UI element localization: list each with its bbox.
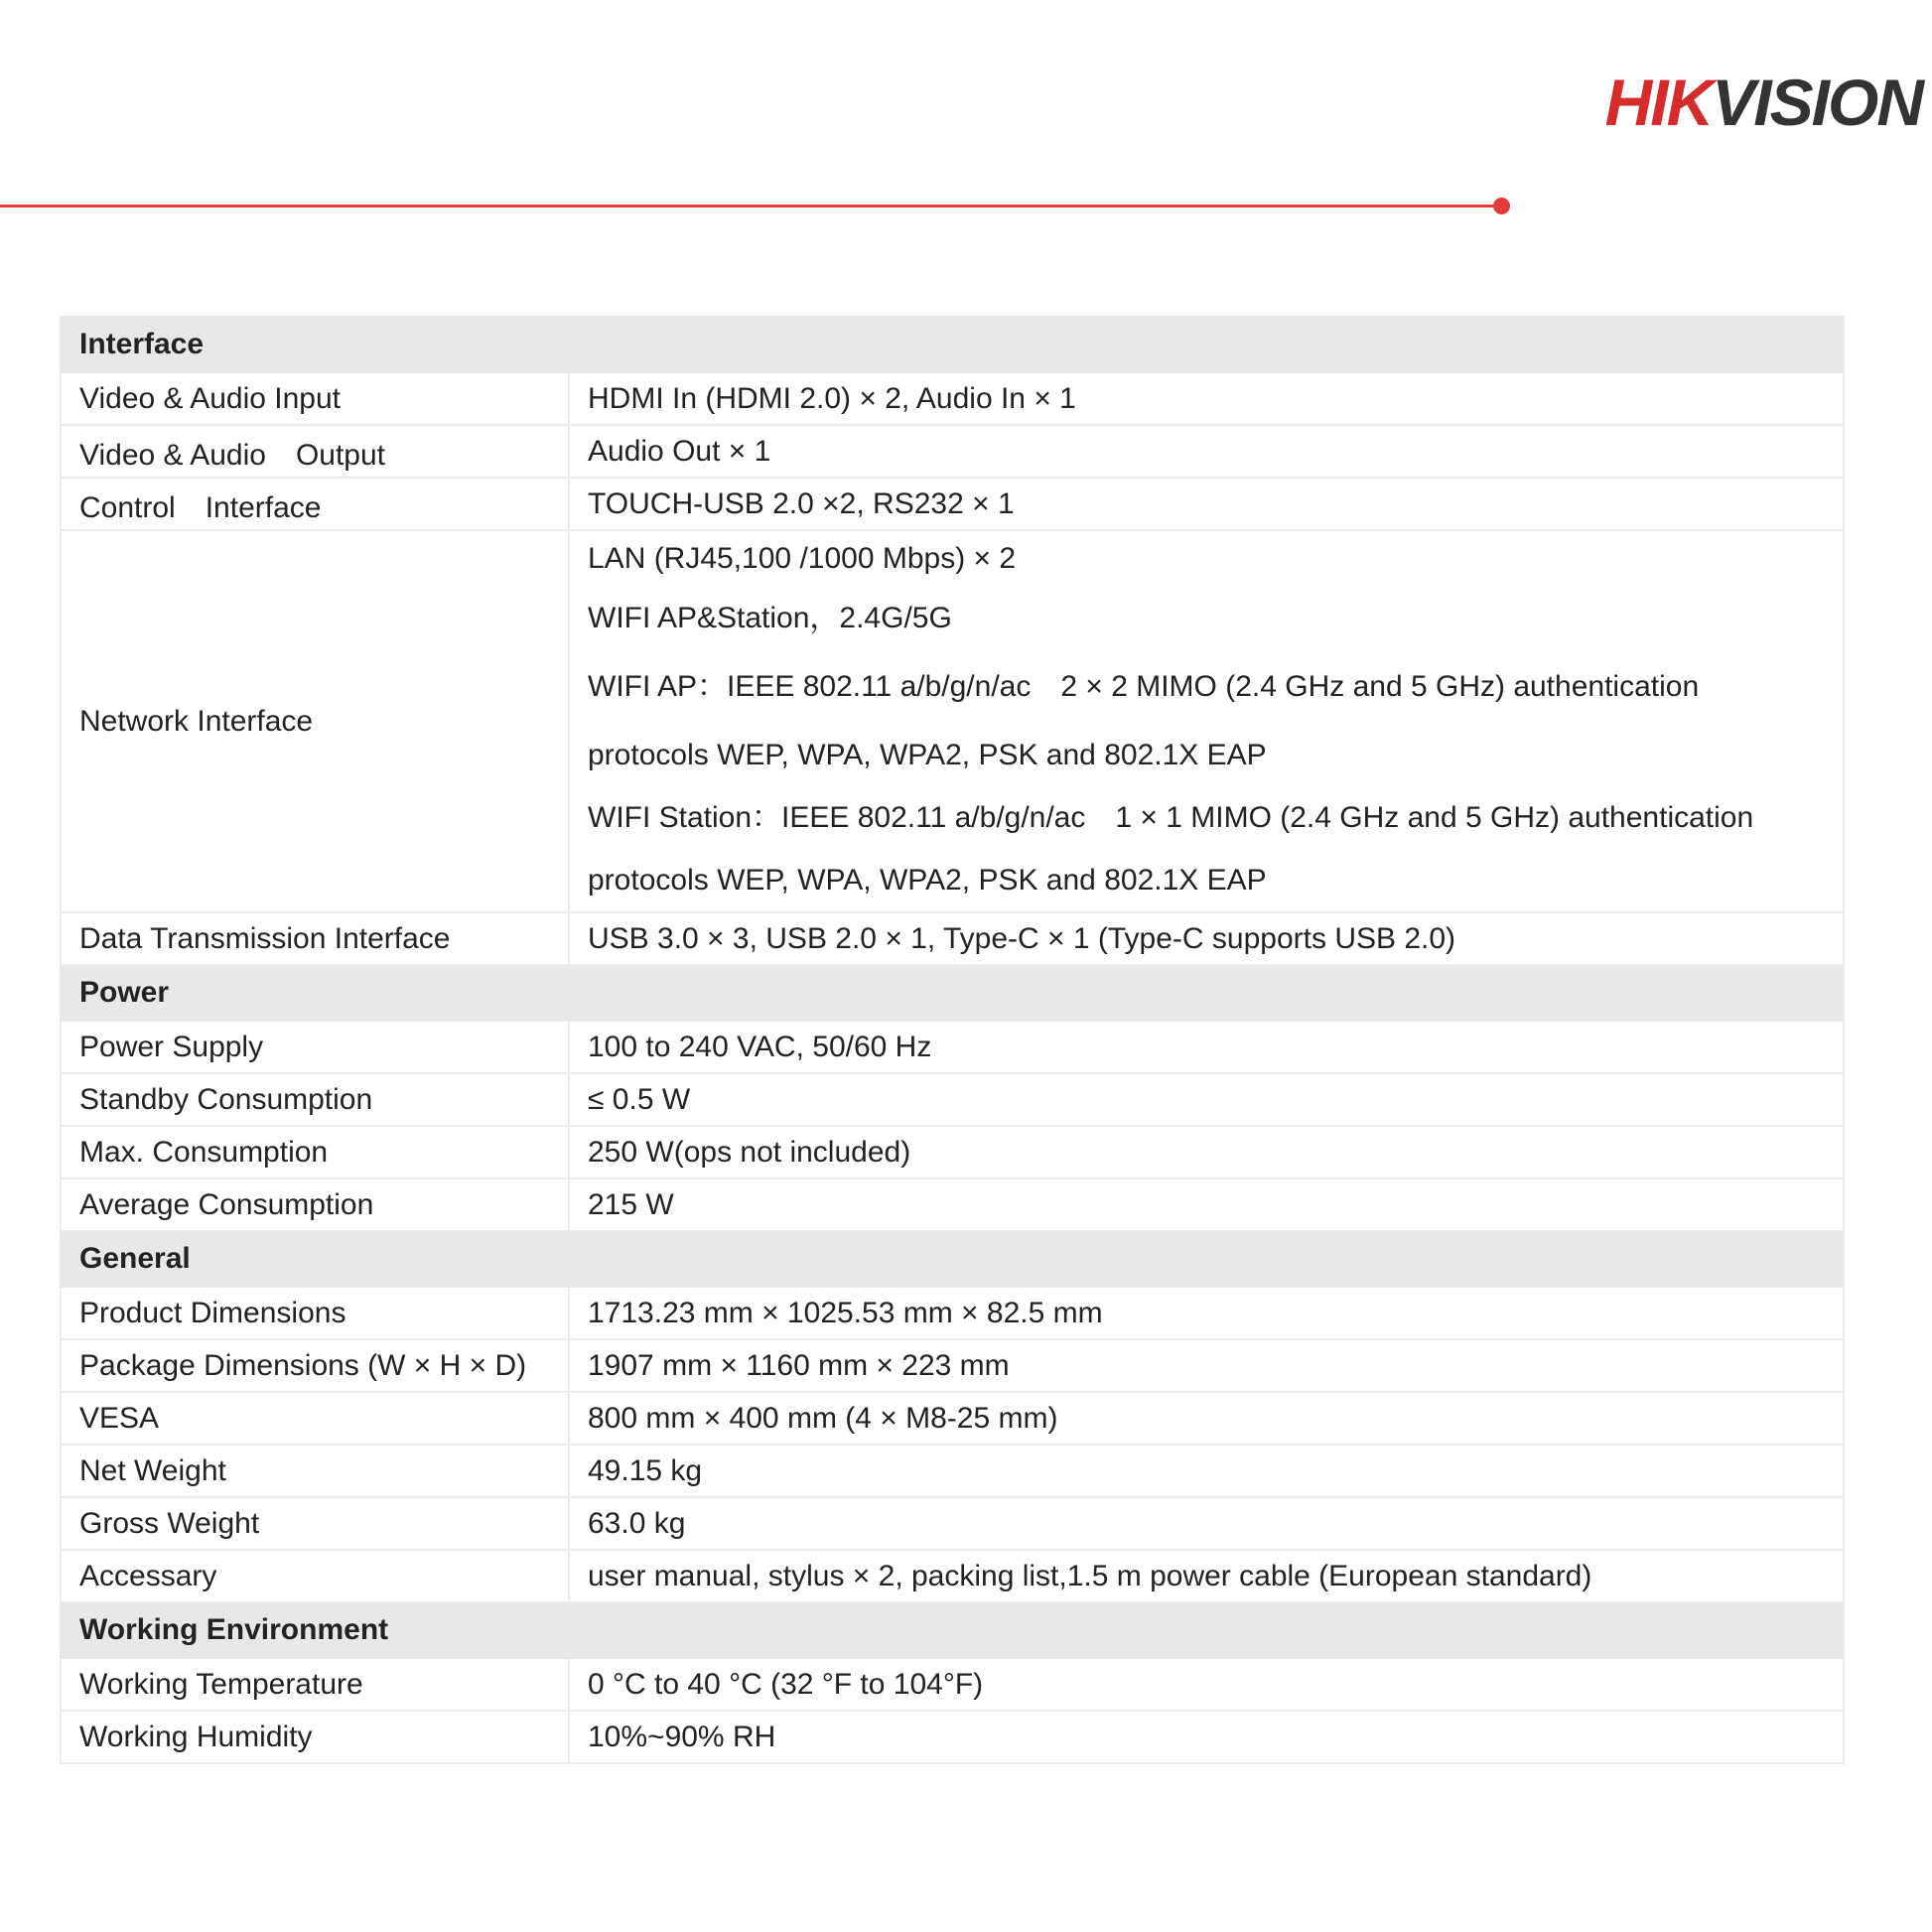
spec-value: 800 mm × 400 mm (4 × M8-25 mm) <box>569 1392 1844 1445</box>
network-line: protocols WEP, WPA, WPA2, PSK and 802.1X EAP <box>588 739 1267 771</box>
table-row <box>61 1287 1844 1339</box>
spec-value: HDMI In (HDMI 2.0) × 2, Audio In × 1 <box>569 372 1844 425</box>
network-line: WIFI AP&Station，2.4G/5G <box>588 602 952 634</box>
spec-value: 100 to 240 VAC, 50/60 Hz <box>569 1021 1844 1073</box>
spec-label: Product Dimensions <box>61 1287 569 1339</box>
spec-value: 0 °C to 40 °C (32 °F to 104°F) <box>569 1658 1844 1711</box>
spec-label: Net Weight <box>61 1445 569 1497</box>
spec-label: Working Humidity <box>61 1711 569 1763</box>
spec-label: Package Dimensions (W × H × D) <box>61 1339 569 1392</box>
spec-label: Average Consumption <box>61 1178 569 1231</box>
header-divider-dot <box>1493 198 1510 214</box>
hikvision-logo: HIKVISION <box>1604 66 1922 139</box>
spec-table <box>60 316 1845 1764</box>
table-row <box>61 1497 1844 1550</box>
spec-value: 250 W(ops not included) <box>569 1126 1844 1178</box>
table-row <box>61 1711 1844 1763</box>
section-header-working-environment: Working Environment <box>61 1602 1844 1658</box>
network-line: WIFI Station：IEEE 802.11 a/b/g/n/ac 1 × 1 MIMO (2.4 GHz and 5 GHz) authentication <box>588 801 1754 834</box>
section-header-power: Power <box>61 965 1844 1021</box>
spec-label: VESA <box>61 1392 569 1445</box>
table-row <box>61 1126 1844 1178</box>
section-header-interface: Interface <box>61 317 1844 372</box>
table-row <box>61 478 1844 530</box>
table-row <box>61 1073 1844 1126</box>
spec-label: Gross Weight <box>61 1497 569 1550</box>
spec-value: TOUCH-USB 2.0 ×2, RS232 × 1 <box>569 478 1844 530</box>
table-row <box>61 1550 1844 1602</box>
spec-value: user manual, stylus × 2, packing list,1.5 m power cable (European standard) <box>569 1550 1844 1602</box>
spec-value: 215 W <box>569 1178 1844 1231</box>
spec-label: Network Interface <box>61 530 569 912</box>
header-divider-line <box>0 205 1499 207</box>
spec-label: Video & Audio Input <box>61 372 569 425</box>
section-header-general: General <box>61 1231 1844 1287</box>
table-row <box>61 1021 1844 1073</box>
spec-label: Data Transmission Interface <box>61 912 569 965</box>
table-row <box>61 425 1844 478</box>
spec-value-multiline <box>569 530 1844 912</box>
spec-value: 49.15 kg <box>569 1445 1844 1497</box>
table-row <box>61 1178 1844 1231</box>
spec-label: Working Temperature <box>61 1658 569 1711</box>
spec-label: Power Supply <box>61 1021 569 1073</box>
table-row <box>61 1658 1844 1711</box>
spec-label: Accessary <box>61 1550 569 1602</box>
network-line: LAN (RJ45,100 /1000 Mbps) × 2 <box>588 542 1017 575</box>
spec-value: USB 3.0 × 3, USB 2.0 × 1, Type-C × 1 (Type-C supports USB 2.0) <box>569 912 1844 965</box>
spec-label: Standby Consumption <box>61 1073 569 1126</box>
table-row <box>61 1445 1844 1497</box>
spec-label: Control Interface <box>61 478 569 530</box>
spec-value: 1907 mm × 1160 mm × 223 mm <box>569 1339 1844 1392</box>
spec-label: Max. Consumption <box>61 1126 569 1178</box>
spec-value: 1713.23 mm × 1025.53 mm × 82.5 mm <box>569 1287 1844 1339</box>
spec-value: ≤ 0.5 W <box>569 1073 1844 1126</box>
table-row <box>61 530 1844 912</box>
table-row <box>61 1339 1844 1392</box>
network-line: WIFI AP：IEEE 802.11 a/b/g/n/ac 2 × 2 MIMO (2.4 GHz and 5 GHz) authentication <box>588 670 1700 703</box>
spec-label: Video & Audio Output <box>61 425 569 478</box>
table-row <box>61 372 1844 425</box>
spec-value: 63.0 kg <box>569 1497 1844 1550</box>
network-line: protocols WEP, WPA, WPA2, PSK and 802.1X EAP <box>588 864 1267 897</box>
spec-value: Audio Out × 1 <box>569 425 1844 478</box>
table-row <box>61 912 1844 965</box>
spec-value: 10%~90% RH <box>569 1711 1844 1763</box>
table-row <box>61 1392 1844 1445</box>
